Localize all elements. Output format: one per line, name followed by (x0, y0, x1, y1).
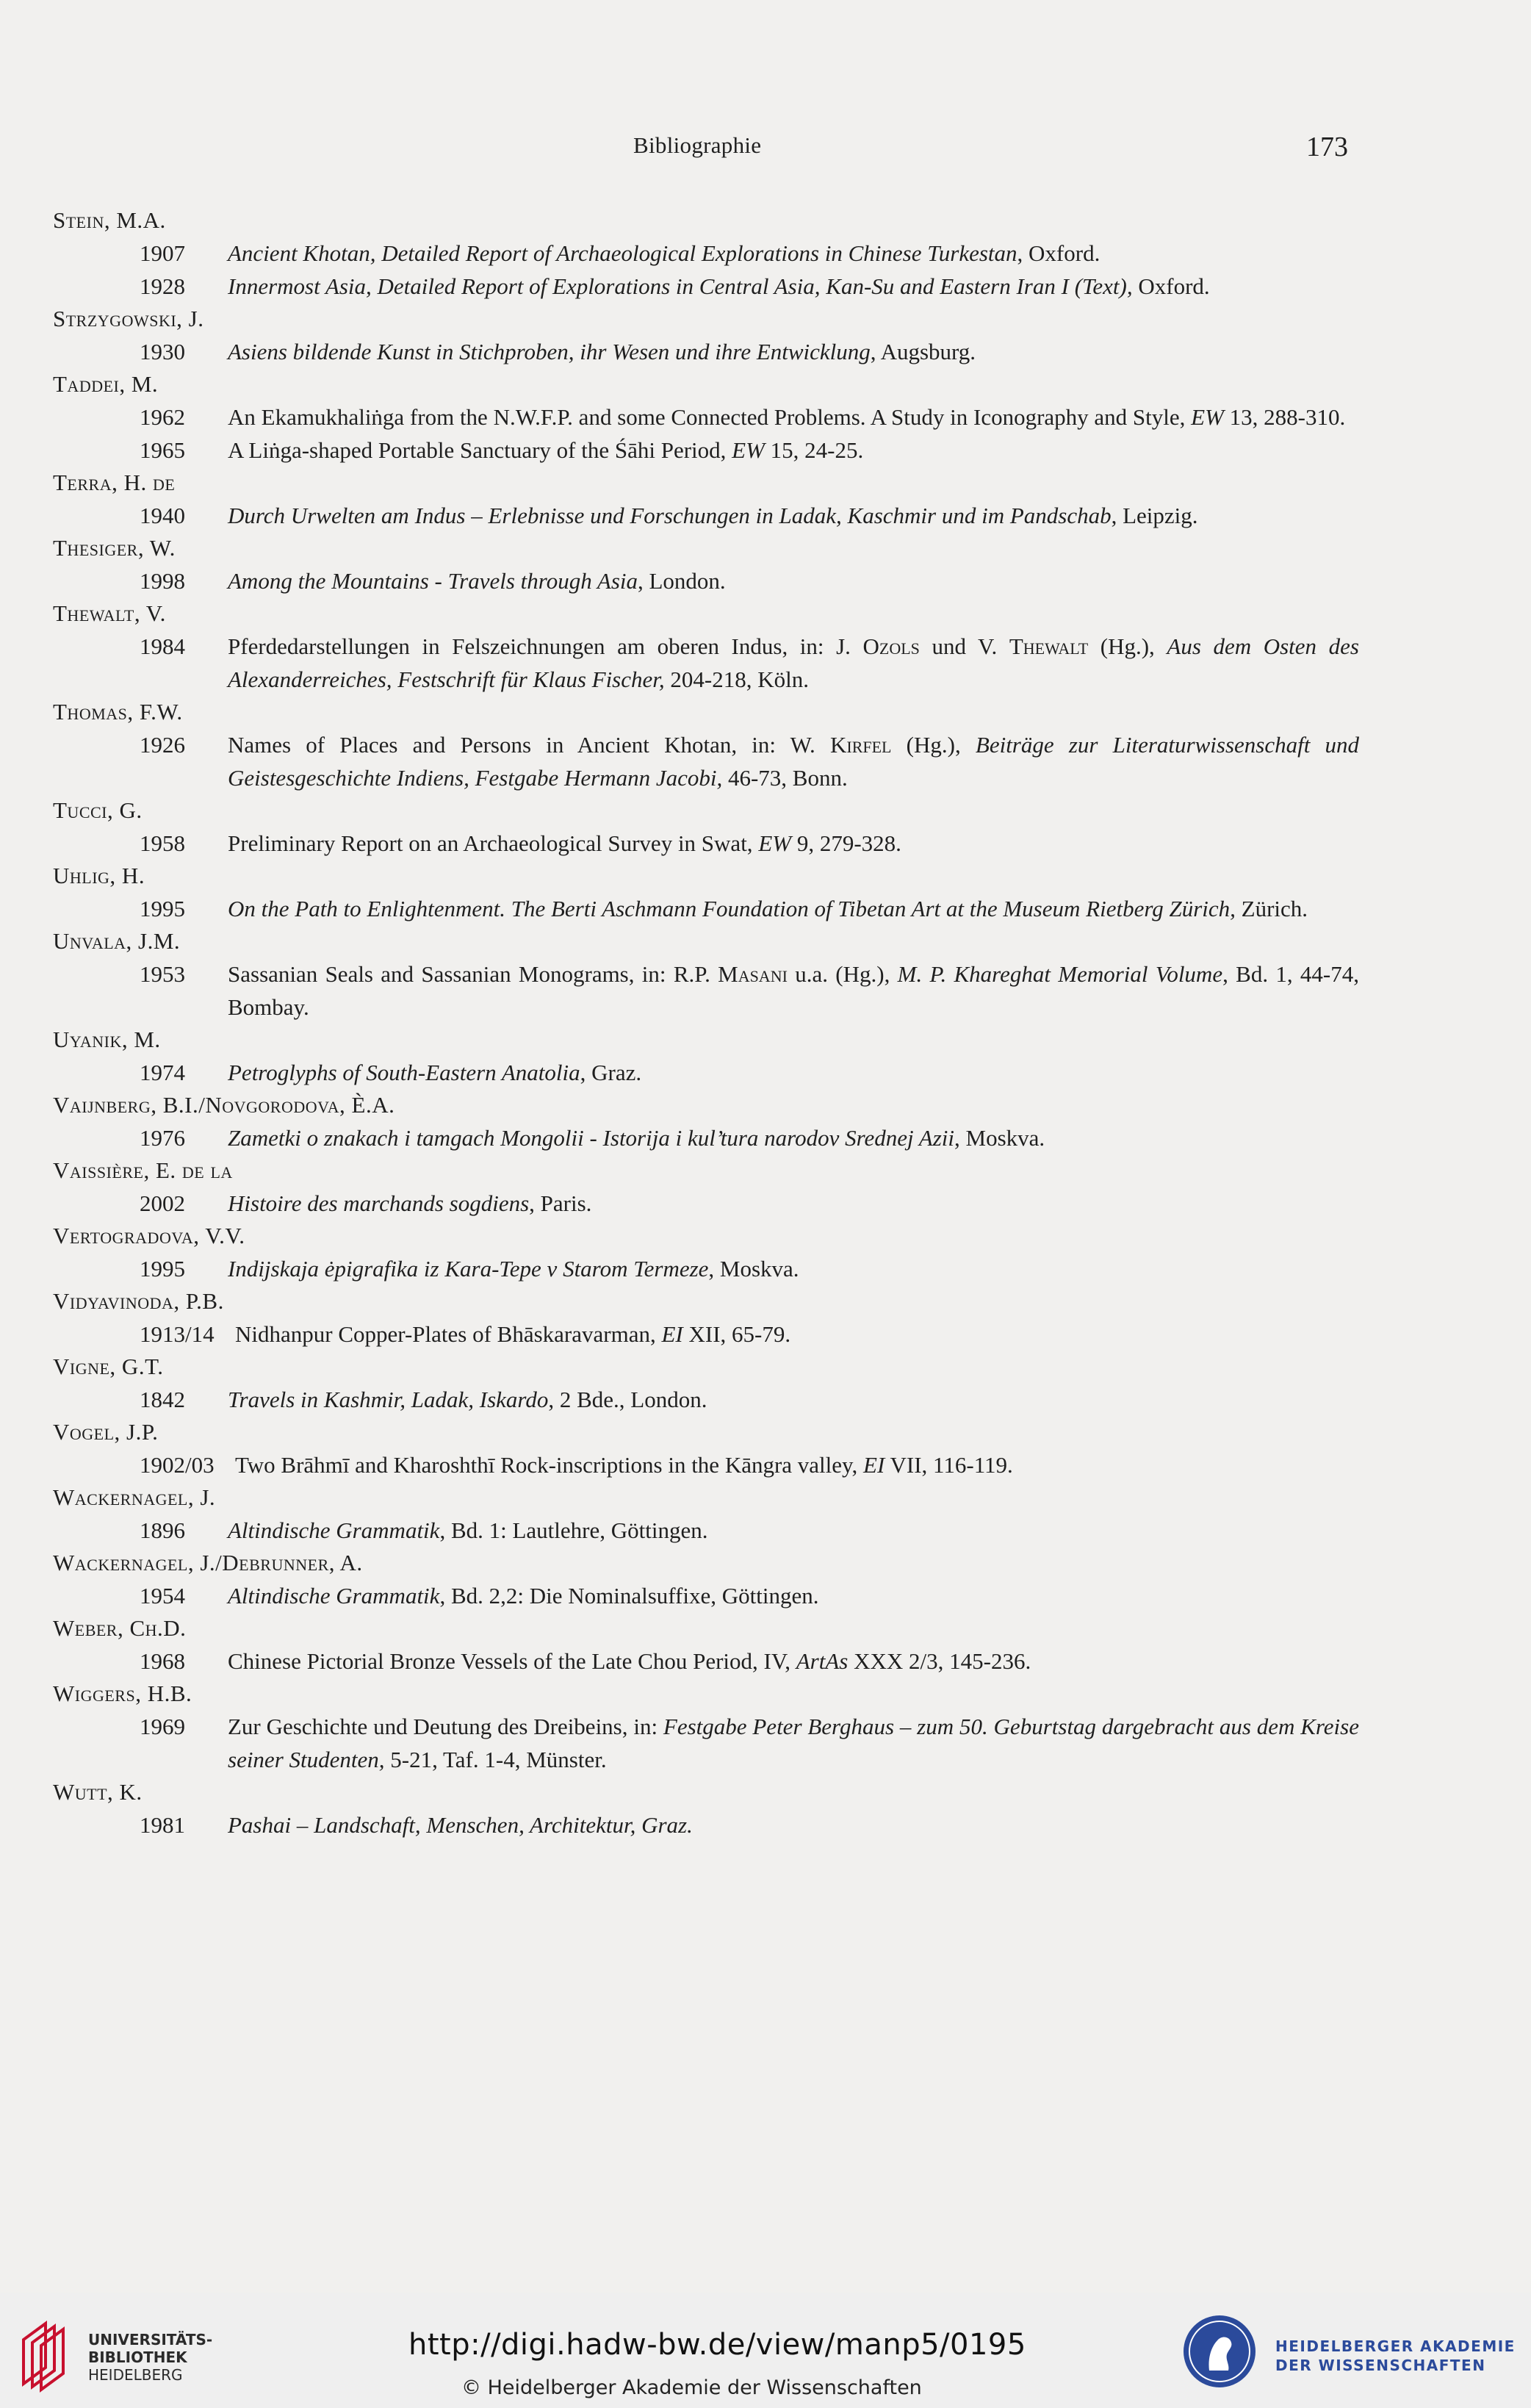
bib-year: 2002 (140, 1190, 185, 1216)
bib-citation: Nidhanpur Copper-Plates of Bhāskaravarman, EI XII, 65-79. (235, 1321, 791, 1347)
bib-citation: Zur Geschichte und Deutung des Dreibeins, in: Festgabe Peter Berghaus – zum 50. Geburtstag dargebracht aus dem Kreise seiner Studenten, 5-21, Taf. 1-4, Münster. (228, 1714, 1359, 1772)
university-library-logo-icon (16, 2310, 79, 2393)
bib-entry (53, 434, 1359, 467)
bib-author: Wackernagel, J. (53, 1484, 216, 1510)
bib-year: 1913/14 (140, 1321, 215, 1347)
bib-entry (53, 335, 1359, 368)
bib-citation: Names of Places and Persons in Ancient Khotan, in: W. Kirfel (Hg.), Beiträge zur Literaturwissenschaft und Geistesgeschichte Indiens, Festgabe Hermann Jacobi, 46-73, Bonn. (228, 732, 1359, 791)
bib-author: Vigne, G.T. (53, 1354, 164, 1379)
bib-citation: Pashai – Landschaft, Menschen, Architektur, Graz. (228, 1812, 693, 1838)
bib-citation: Pferdedarstellungen in Felszeichnungen am oberen Indus, in: J. Ozols und V. Thewalt (Hg.), Aus dem Osten des Alexanderreiches, Festschrift für Klaus Fischer, 204-218, Köln. (228, 633, 1359, 692)
bib-year: 1969 (140, 1714, 185, 1739)
bib-citation: Sassanian Seals and Sassanian Monograms, in: R.P. Masani u.a. (Hg.), M. P. Khareghat Memorial Volume, Bd. 1, 44-74, Bombay. (228, 961, 1360, 1020)
bibliography-list (53, 204, 1359, 1841)
bib-entry (53, 1579, 1359, 1612)
bib-year: 1954 (140, 1583, 185, 1609)
bib-year: 1974 (140, 1060, 185, 1085)
bib-entry (53, 957, 1359, 1024)
bib-year: 1926 (140, 732, 185, 758)
bib-entry (53, 1121, 1359, 1154)
bib-entry (53, 1056, 1359, 1089)
bib-author: Uhlig, H. (53, 863, 145, 888)
bib-citation: Preliminary Report on an Archaeological Survey in Swat, EW 9, 279-328. (228, 830, 901, 856)
bib-year: 1995 (140, 1256, 185, 1282)
bib-author: Vaijnberg, B.I./Novgorodova, È.A. (53, 1092, 395, 1118)
page-number: 173 (1306, 132, 1348, 162)
bib-year: 1998 (140, 568, 185, 594)
bib-citation: Asiens bildende Kunst in Stichproben, ihr Wesen und ihre Entwicklung, Augsburg. (228, 339, 976, 364)
bib-author: Vaissière, E. de la (53, 1157, 233, 1183)
bib-author: Thomas, F.W. (53, 699, 183, 725)
bib-year: 1902/03 (140, 1452, 215, 1478)
bib-author: Thesiger, W. (53, 535, 176, 561)
bib-citation: Chinese Pictorial Bronze Vessels of the Late Chou Period, IV, ArtAs XXX 2/3, 145-236. (228, 1648, 1031, 1674)
bib-entry (53, 1808, 1359, 1841)
bib-citation: A Liṅga-shaped Portable Sanctuary of the Śāhi Period, EW 15, 24-25. (228, 437, 864, 463)
bib-entry (53, 827, 1359, 860)
bib-author: Stein, M.A. (53, 207, 166, 233)
bib-year: 1907 (140, 240, 185, 266)
bib-author: Wutt, K. (53, 1779, 143, 1805)
bib-entry (53, 1448, 1359, 1481)
bib-entry (53, 630, 1359, 696)
bib-citation: Innermost Asia, Detailed Report of Explorations in Central Asia, Kan-Su and Eastern Iran I (Text), Oxford. (228, 273, 1210, 299)
bib-citation: Among the Mountains - Travels through Asia, London. (228, 568, 726, 594)
bib-year: 1968 (140, 1648, 185, 1674)
bib-citation: Indijskaja ėpigrafika iz Kara-Tepe v Starom Termeze, Moskva. (228, 1256, 799, 1282)
bib-entry (53, 1710, 1359, 1776)
running-head: Bibliographie (633, 132, 762, 158)
bib-entry (53, 1318, 1359, 1351)
bib-citation: Altindische Grammatik, Bd. 2,2: Die Nominalsuffixe, Göttingen. (228, 1583, 819, 1609)
bib-author: Uyanik, M. (53, 1027, 161, 1052)
bib-year: 1981 (140, 1812, 185, 1838)
bib-citation: Altindische Grammatik, Bd. 1: Lautlehre, Göttingen. (228, 1517, 708, 1543)
bib-entry (53, 1645, 1359, 1678)
bib-entry (53, 892, 1359, 925)
bib-entry (53, 564, 1359, 597)
bib-year: 1962 (140, 404, 185, 430)
bib-entry (53, 1514, 1359, 1547)
university-library-name: UNIVERSITÄTS- BIBLIOTHEK HEIDELBERG (88, 2331, 213, 2384)
academy-seal-icon (1181, 2313, 1258, 2390)
bib-year: 1965 (140, 437, 185, 463)
bib-author: Unvala, J.M. (53, 928, 181, 954)
bib-year: 1995 (140, 896, 185, 921)
bib-entry (53, 728, 1359, 794)
bib-citation: On the Path to Enlightenment. The Berti Aschmann Foundation of Tibetan Art at the Museum Rietberg Zürich, Zürich. (228, 896, 1308, 921)
bib-year: 1953 (140, 961, 185, 987)
footer-bar (0, 2293, 1531, 2408)
bib-author: Vidyavinoda, P.B. (53, 1288, 224, 1314)
bib-citation: Two Brāhmī and Kharoshthī Rock-inscriptions in the Kāngra valley, EI VII, 116-119. (235, 1452, 1013, 1478)
bib-entry (53, 1187, 1359, 1220)
permalink-url[interactable]: http://digi.hadw-bw.de/view/manp5/0195 (408, 2328, 1026, 2362)
bib-citation: Zametki o znakach i tamgach Mongolii - Istorija i kul’tura narodov Srednej Azii, Moskva. (228, 1125, 1045, 1151)
bib-citation: Histoire des marchands sogdiens, Paris. (228, 1190, 592, 1216)
bib-citation: Petroglyphs of South-Eastern Anatolia, Graz. (228, 1060, 642, 1085)
bib-author: Taddei, M. (53, 371, 159, 397)
bib-year: 1984 (140, 633, 185, 659)
bib-entry (53, 1383, 1359, 1416)
bib-entry (53, 1252, 1359, 1285)
bib-entry (53, 237, 1359, 270)
bib-entry (53, 400, 1359, 434)
bib-year: 1928 (140, 273, 185, 299)
bib-author: Strzygowski, J. (53, 306, 204, 331)
bib-citation: Durch Urwelten am Indus – Erlebnisse und Forschungen in Ladak, Kaschmir und im Pandschab, Leipzig. (228, 503, 1198, 528)
bib-author: Weber, Ch.D. (53, 1615, 187, 1641)
bib-year: 1958 (140, 830, 185, 856)
bib-year: 1930 (140, 339, 185, 364)
bib-year: 1842 (140, 1387, 185, 1412)
bib-entry (53, 499, 1359, 532)
bib-year: 1896 (140, 1517, 185, 1543)
bib-author: Wiggers, H.B. (53, 1681, 192, 1706)
bib-author: Wackernagel, J./Debrunner, A. (53, 1550, 363, 1575)
bib-year: 1976 (140, 1125, 185, 1151)
academy-name: HEIDELBERGER AKADEMIE DER WISSENSCHAFTEN (1275, 2337, 1516, 2374)
bib-entry (53, 270, 1359, 303)
bib-citation: Travels in Kashmir, Ladak, Iskardo, 2 Bde., London. (228, 1387, 707, 1412)
bib-citation: An Ekamukhaliṅga from the N.W.F.P. and some Connected Problems. A Study in Iconography and Style, EW 13, 288-310. (228, 404, 1346, 430)
bib-author: Terra, H. de (53, 470, 176, 495)
bib-author: Thewalt, V. (53, 600, 166, 626)
bib-year: 1940 (140, 503, 185, 528)
copyright-notice: © Heidelberger Akademie der Wissenschaften (461, 2376, 922, 2399)
bib-citation: Ancient Khotan, Detailed Report of Archaeological Explorations in Chinese Turkestan, Oxford. (228, 240, 1100, 266)
bib-author: Tucci, G. (53, 797, 143, 823)
bib-author: Vertogradova, V.V. (53, 1223, 245, 1248)
bib-author: Vogel, J.P. (53, 1419, 159, 1445)
